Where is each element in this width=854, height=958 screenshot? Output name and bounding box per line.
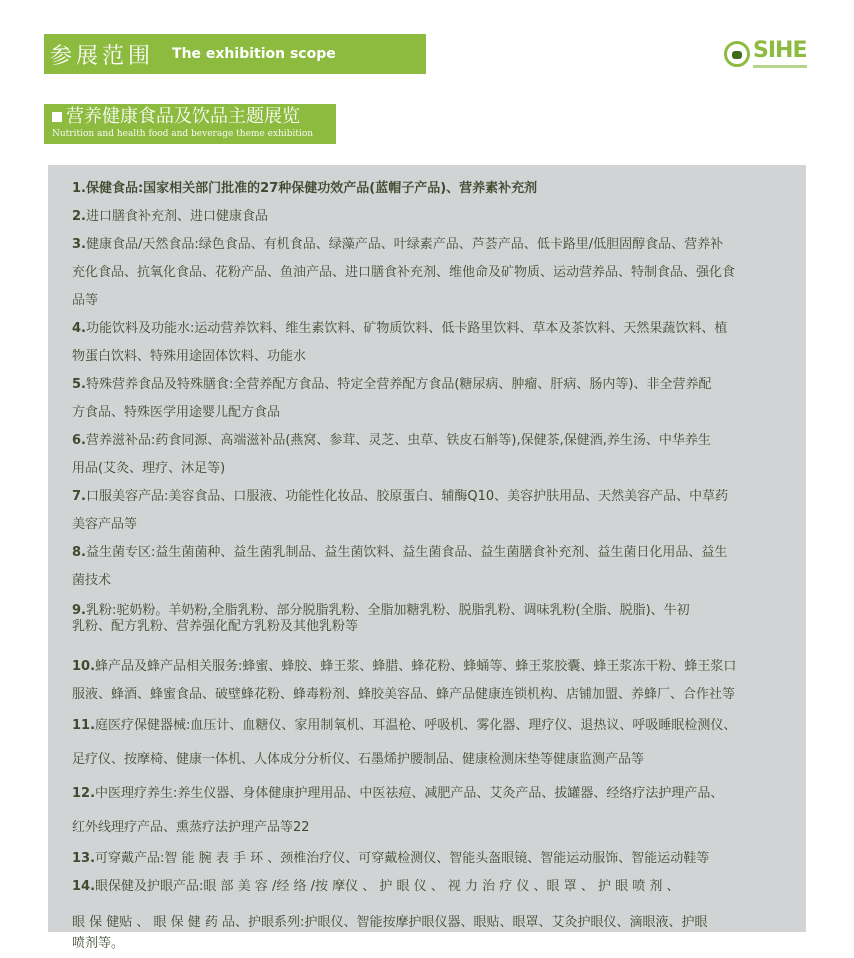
scope-title-cn: 参展范围 <box>50 43 155 69</box>
scope-title-en: The exhibition scope <box>172 46 336 62</box>
list-item: 11.庭医疗保健器械:血压计、血糖仪、家用制氧机、耳温枪、呼吸机、雾化器、理疗仪、退热议、呼吸睡眠检测仪、 足疗仪、按摩椅、健康一体机、人体成分分析仪、石墨烯护腰制品、健康检测床垫等健康监测产品等 <box>72 718 737 767</box>
list-item: 9.乳粉:驼奶粉。羊奶粉,全脂乳粉、部分脱脂乳粉、全脂加糖乳粉、脱脂乳粉、调味乳粉(全脂、脱脂)、牛初 乳粉、配方乳粉、营养强化配方乳粉及其他乳粉等 <box>72 603 690 634</box>
list-item: 4.功能饮料及功能水:运动营养饮料、维生素饮料、矿物质饮料、低卡路里饮料、草本及茶饮料、天然果蔬饮料、植 物蛋白饮料、特殊用途固体饮料、功能水 <box>72 321 728 364</box>
list-item: 8.益生菌专区:益生菌菌种、益生菌乳制品、益生菌饮料、益生菌食品、益生菌膳食补充剂、益生菌日化用品、益生 菌技术 <box>72 545 728 588</box>
sihe-logo <box>724 36 814 72</box>
list-item: 6.营养滋补品:药食同源、高端滋补品(燕窝、参茸、灵芝、虫草、铁皮石斛等),保健茶,保健酒,养生汤、中华养生 用品(艾灸、理疗、沐足等) <box>72 433 711 476</box>
list-item: 14.眼保健及护眼产品:眼 部 美 容 /经 络 /按 摩仪 、 护 眼 仪 、 视 力 治 疗 仪 、眼 罩 、 护 眼 喷 剂 、 眼 保 健贴 、 眼 保 健 药 品、护眼系列:护眼仪、智能按摩护眼仪器、眼贴、眼罩、艾灸护眼仪、滴眼液、护眼 喷剂等。 <box>72 879 708 951</box>
section-title: 营养健康食品及饮品主题展览 <box>66 106 300 127</box>
list-item: 5.特殊营养食品及特殊膳食:全营养配方食品、特定全营养配方食品(糖尿病、肿瘤、肝病、肠内等)、非全营养配 方食品、特殊医学用途婴儿配方食品 <box>72 377 712 420</box>
logo-wordmark: SIHE <box>753 38 807 63</box>
sihe-emblem-icon <box>724 41 750 67</box>
section-subtitle: Nutrition and health food and beverage theme exhibition <box>52 129 314 139</box>
list-item: 3.健康食品/天然食品:绿色食品、有机食品、绿藻产品、叶绿素产品、芦荟产品、低卡路里/低胆固醇食品、营养补 充化食品、抗氧化食品、花粉产品、鱼油产品、进口膳食补充剂、维他命及矿物质、运动营养品、特制食品、强化食 品等 <box>72 237 736 308</box>
scope-header-banner <box>44 34 426 74</box>
list-item: 2.进口膳食补充剂、进口健康食品 <box>72 209 268 224</box>
section-banner <box>44 104 336 144</box>
square-bullet-icon <box>52 112 62 122</box>
logo-subline <box>753 65 807 68</box>
list-item: 13.可穿戴产品:智 能 腕 表 手 环 、颈椎治疗仪、可穿戴检测仪、智能头盔眼镜、智能运动服饰、智能运动鞋等 <box>72 851 710 866</box>
list-item: 10.蜂产品及蜂产品相关服务:蜂蜜、蜂胶、蜂王浆、蜂腊、蜂花粉、蜂蛹等、蜂王浆胶囊、蜂王浆冻干粉、蜂王浆口 服液、蜂酒、蜂蜜食品、破壁蜂花粉、蜂毒粉剂、蜂胶美容品、蜂产品健康连锁机构、店铺加盟、养蜂厂、合作社等 <box>72 659 737 702</box>
list-item: 1.保健食品:国家相关部门批准的27种保健功效产品(蓝帽子产品)、营养素补充剂 <box>72 181 538 196</box>
list-item: 7.口服美容产品:美容食品、口服液、功能性化妆品、胶原蛋白、辅酶Q10、美容护肤用品、天然美容产品、中草药 美容产品等 <box>72 489 729 532</box>
list-item: 12.中医理疗养生:养生仪器、身体健康护理用品、中医祛痘、减肥产品、艾灸产品、拔罐器、经络疗法护理产品、 红外线理疗产品、熏蒸疗法护理产品等22 <box>72 786 724 835</box>
exhibit-list-panel <box>48 165 806 951</box>
